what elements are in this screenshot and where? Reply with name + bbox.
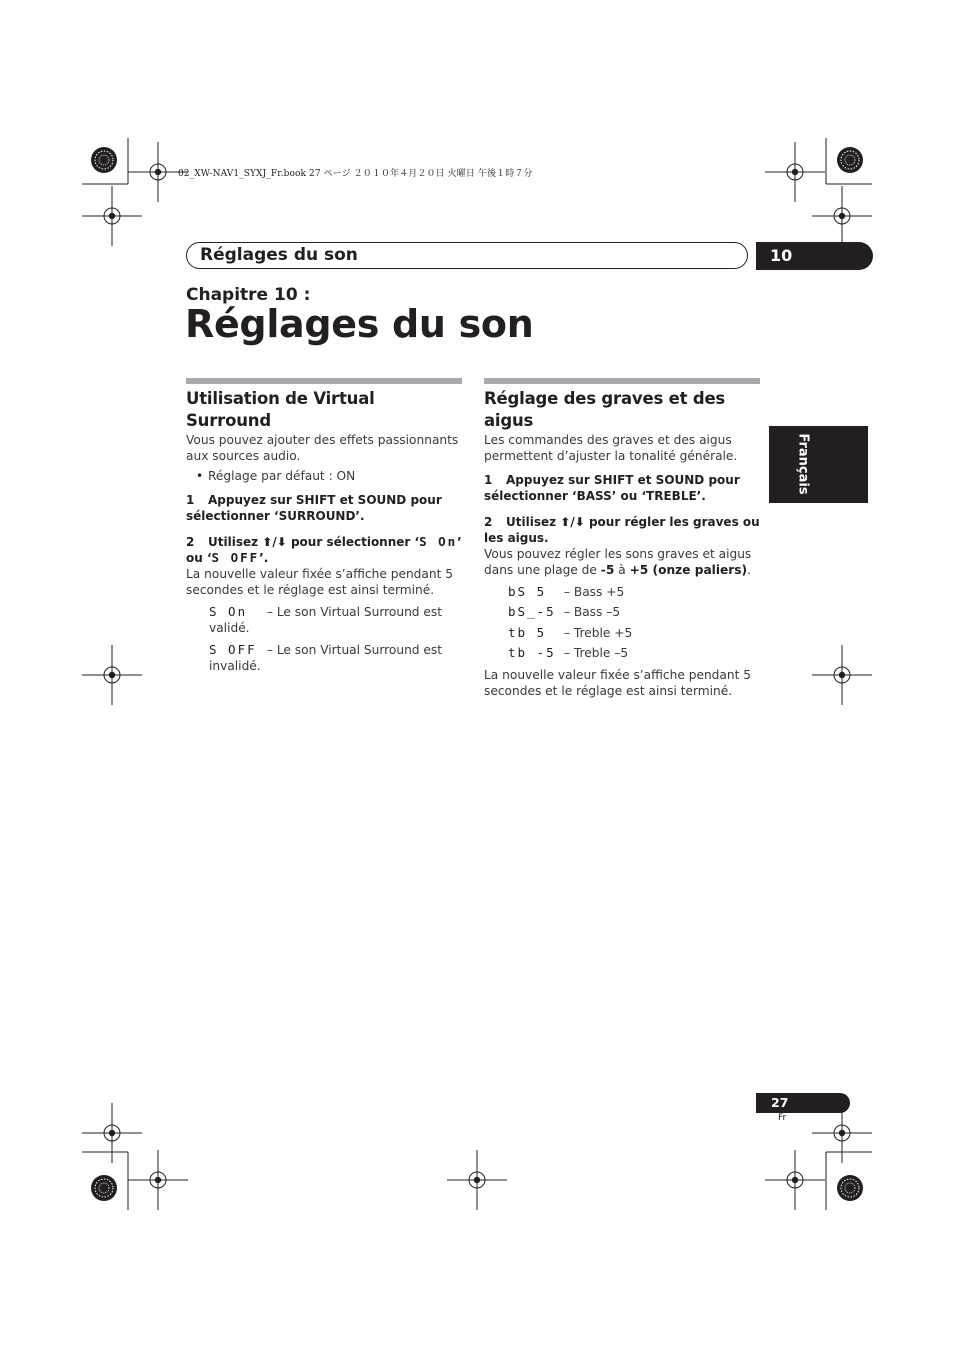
display-readout: tb -5 bbox=[508, 644, 556, 660]
page-number: 27 bbox=[771, 1095, 789, 1110]
step-text: ’ bbox=[457, 535, 462, 549]
range-end: . bbox=[747, 563, 751, 577]
language-tab-label: Français bbox=[795, 433, 811, 495]
option-on bbox=[186, 604, 462, 636]
display-readout: S On bbox=[419, 534, 458, 549]
step-text: ’. bbox=[259, 551, 269, 565]
step-2 bbox=[484, 514, 760, 546]
step-number: 2 bbox=[186, 535, 195, 549]
display-row bbox=[484, 602, 760, 622]
option-off bbox=[186, 642, 462, 674]
display-row bbox=[484, 582, 760, 602]
section-virtual-surround bbox=[186, 378, 462, 674]
chapter-number: 10 bbox=[770, 246, 793, 265]
step-1 bbox=[186, 492, 462, 524]
display-row bbox=[484, 623, 760, 643]
step-text: pour régler les graves ou les aigus. bbox=[484, 515, 760, 545]
display-readout: bS 5 bbox=[508, 584, 547, 599]
section-intro: Les commandes des graves et des aigus permettent d’ajuster la tonalité générale. bbox=[484, 433, 738, 463]
display-text: – Bass –5 bbox=[563, 605, 621, 620]
page-title: Réglages du son bbox=[185, 302, 534, 346]
range-mid: à bbox=[618, 563, 626, 577]
running-header-title: Réglages du son bbox=[200, 245, 358, 265]
section-rule bbox=[186, 378, 462, 384]
step-text: Utilisez bbox=[506, 515, 557, 529]
section-outro: La nouvelle valeur fixée s’affiche pendant 5 secondes et le réglage est ainsi terminé. bbox=[484, 668, 752, 699]
language-tab bbox=[769, 426, 868, 503]
step-text: Utilisez bbox=[208, 535, 259, 549]
body-text: Vous pouvez régler les sons graves et aigus dans une plage de bbox=[484, 547, 752, 577]
display-readout: tb 5 bbox=[508, 624, 547, 640]
option-text: – Le son Virtual Surround est validé. bbox=[209, 605, 443, 635]
display-row bbox=[484, 643, 760, 663]
display-readout: bS_-5 bbox=[508, 604, 556, 620]
display-text: – Treble +5 bbox=[563, 625, 633, 640]
range-low: -5 bbox=[600, 563, 615, 577]
step-1 bbox=[484, 472, 760, 504]
section-title: Réglage des graves et des aigus bbox=[484, 389, 726, 430]
step-text: Appuyez sur SHIFT et SOUND pour sélectionner ‘SURROUND’. bbox=[186, 493, 442, 523]
step-number: 2 bbox=[484, 515, 493, 529]
display-readout: S OFF bbox=[211, 550, 260, 565]
option-text: – Le son Virtual Surround est invalidé. bbox=[209, 643, 443, 673]
step-2 bbox=[186, 534, 462, 566]
display-readout: S On bbox=[209, 604, 248, 619]
chapter-label: Chapitre 10 : bbox=[186, 285, 311, 305]
up-down-arrows-icon: ⬆/⬇ bbox=[560, 515, 585, 529]
section-bass-treble bbox=[484, 378, 760, 699]
step-2-body bbox=[484, 546, 760, 578]
step-text: ou ‘ bbox=[186, 551, 212, 565]
up-down-arrows-icon: ⬆/⬇ bbox=[262, 535, 287, 549]
step-2-body: La nouvelle valeur fixée s’affiche pendant 5 secondes et le réglage est ainsi terminé. bbox=[186, 567, 454, 597]
step-text: pour sélectionner ‘ bbox=[290, 535, 420, 549]
display-text: – Treble –5 bbox=[563, 645, 629, 660]
display-readout: S OFF bbox=[209, 642, 257, 657]
default-setting-bullet: • Réglage par défaut : ON bbox=[196, 468, 462, 484]
page-language: Fr bbox=[778, 1113, 787, 1123]
section-intro: Vous pouvez ajouter des effets passionnants aux sources audio. bbox=[186, 433, 459, 463]
display-text: – Bass +5 bbox=[563, 585, 625, 599]
display-list bbox=[484, 582, 760, 663]
step-text: Appuyez sur SHIFT et SOUND pour sélectionner ‘BASS’ ou ‘TREBLE’. bbox=[484, 473, 740, 503]
range-high: +5 (onze paliers) bbox=[629, 563, 748, 577]
section-title: Utilisation de Virtual Surround bbox=[186, 389, 375, 430]
step-number: 1 bbox=[484, 473, 493, 487]
file-header: 02_XW-NAV1_SYXJ_Fr.book 27 ページ ２０１０年４月２０日 火曜日 午後１時７分 bbox=[178, 169, 533, 179]
section-rule bbox=[484, 378, 760, 384]
step-number: 1 bbox=[186, 493, 195, 507]
